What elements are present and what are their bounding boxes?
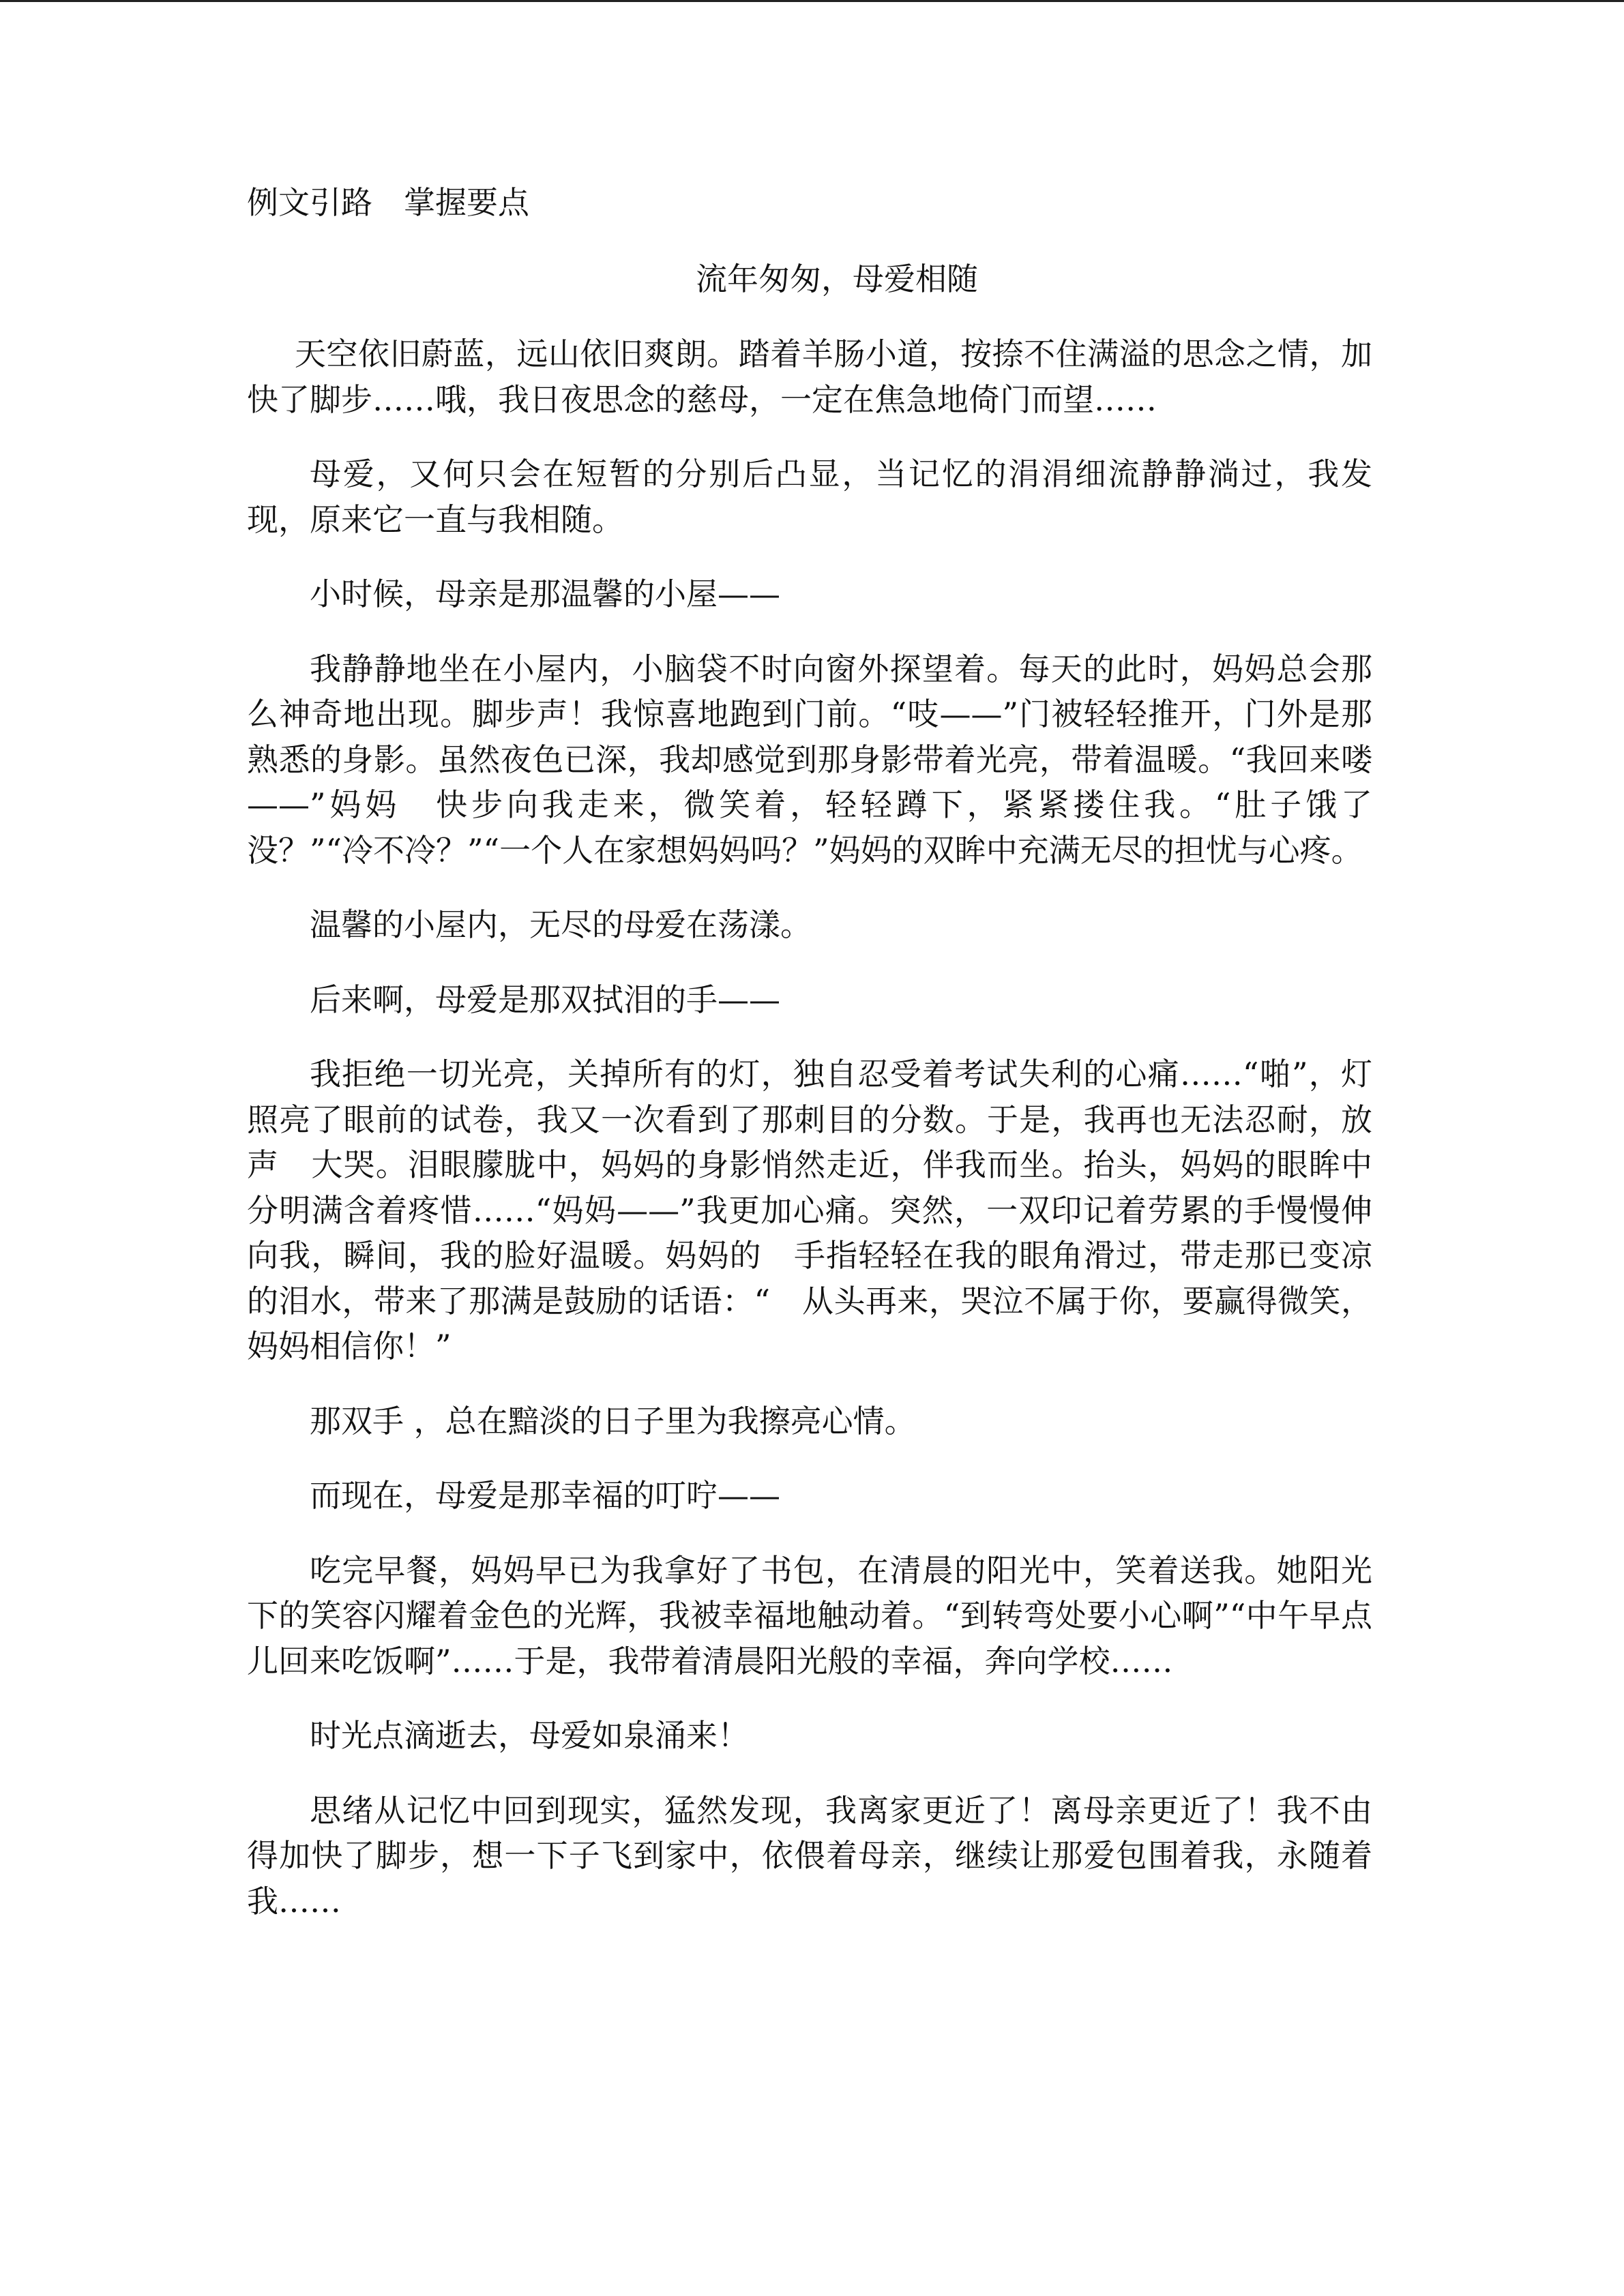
paragraph: 温馨的小屋内，无尽的母爱在荡漾。 bbox=[310, 906, 812, 943]
paragraph: 小时候，母亲是那温馨的小屋—— bbox=[310, 576, 780, 612]
paragraph: 我静静地坐在小屋内，小脑袋不时向窗外探望着。每天的此时，妈妈总会那么神奇地出现。脚步声！我惊喜地跑到门前。“吱——”门被轻轻推开，门外是那熟悉的身影。虽然夜色已深，我却感觉到那身影带着光亮，带着温暖。“我回来喽——”妈妈 快步向我走来，微笑着，轻轻蹲下，紧紧搂住我。“肚子饿了没？”“冷不冷？”“一个人在家想妈妈吗？”妈妈的双眸中充满无尽的担忧与心疼。 bbox=[247, 650, 1372, 869]
paragraph: 天空依旧蔚蓝，远山依旧爽朗。踏着羊肠小道，按捺不住满溢的思念之情，加快了脚步……哦，我日夜思念的慈母，一定在焦急地倚门而望…… bbox=[247, 336, 1372, 418]
paragraph: 而现在，母爱是那幸福的叮咛—— bbox=[310, 1477, 780, 1514]
paragraph: 吃完早餐，妈妈早已为我拿好了书包，在清晨的阳光中，笑着送我。她阳光下的笑容闪耀着金色的光辉，我被幸福地触动着。“到转弯处要小心啊”“中午早点儿回来吃饭啊”……于是，我带着清晨阳光般的幸福，奔向学校…… bbox=[247, 1551, 1372, 1680]
paragraph: 思绪从记忆中回到现实，猛然发现，我离家更近了！离母亲更近了！我不由得加快了脚步，想一下子飞到家中，依偎着母亲，继续让那爱包围着我，永随着我…… bbox=[247, 1791, 1372, 1920]
paragraph: 母爱，又何只会在短暂的分别后凸显，当记忆的涓涓细流静静淌过，我发现，原来它一直与我相随。 bbox=[247, 456, 1372, 538]
document-body bbox=[247, 176, 1372, 1953]
page-top-border bbox=[0, 0, 1624, 2]
paragraph: 我拒绝一切光亮，关掉所有的灯，独自忍受着考试失利的心痛……“啪”，灯照亮了眼前的试卷，我又一次看到了那刺目的分数。于是，我再也无法忍耐，放声 大哭。泪眼朦胧中，妈妈的身影悄然走近，伴我而坐。抬头，妈妈的眼眸中分明满含着疼惜……“妈妈——”我更加心痛。突然，一双印记着劳累的手慢慢伸向我，瞬间，我的脸好温暖。妈妈的 手指轻轻在我的眼角滑过，带走那已变凉的泪水，带来了那满是鼓励的话语：“ 从头再来，哭泣不属于你，要赢得微笑，妈妈相信你！” bbox=[247, 1056, 1372, 1365]
paragraph: 那双手 ，总在黯淡的日子里为我擦亮心情。 bbox=[310, 1402, 916, 1440]
paragraph: 后来啊，母爱是那双拭泪的手—— bbox=[310, 981, 780, 1018]
paragraph: 时光点滴逝去，母爱如泉涌来！ bbox=[310, 1717, 749, 1754]
essay-title: 流年匆匆，母爱相随 bbox=[696, 260, 978, 297]
section-label: 例文引路 掌握要点 bbox=[247, 184, 529, 221]
